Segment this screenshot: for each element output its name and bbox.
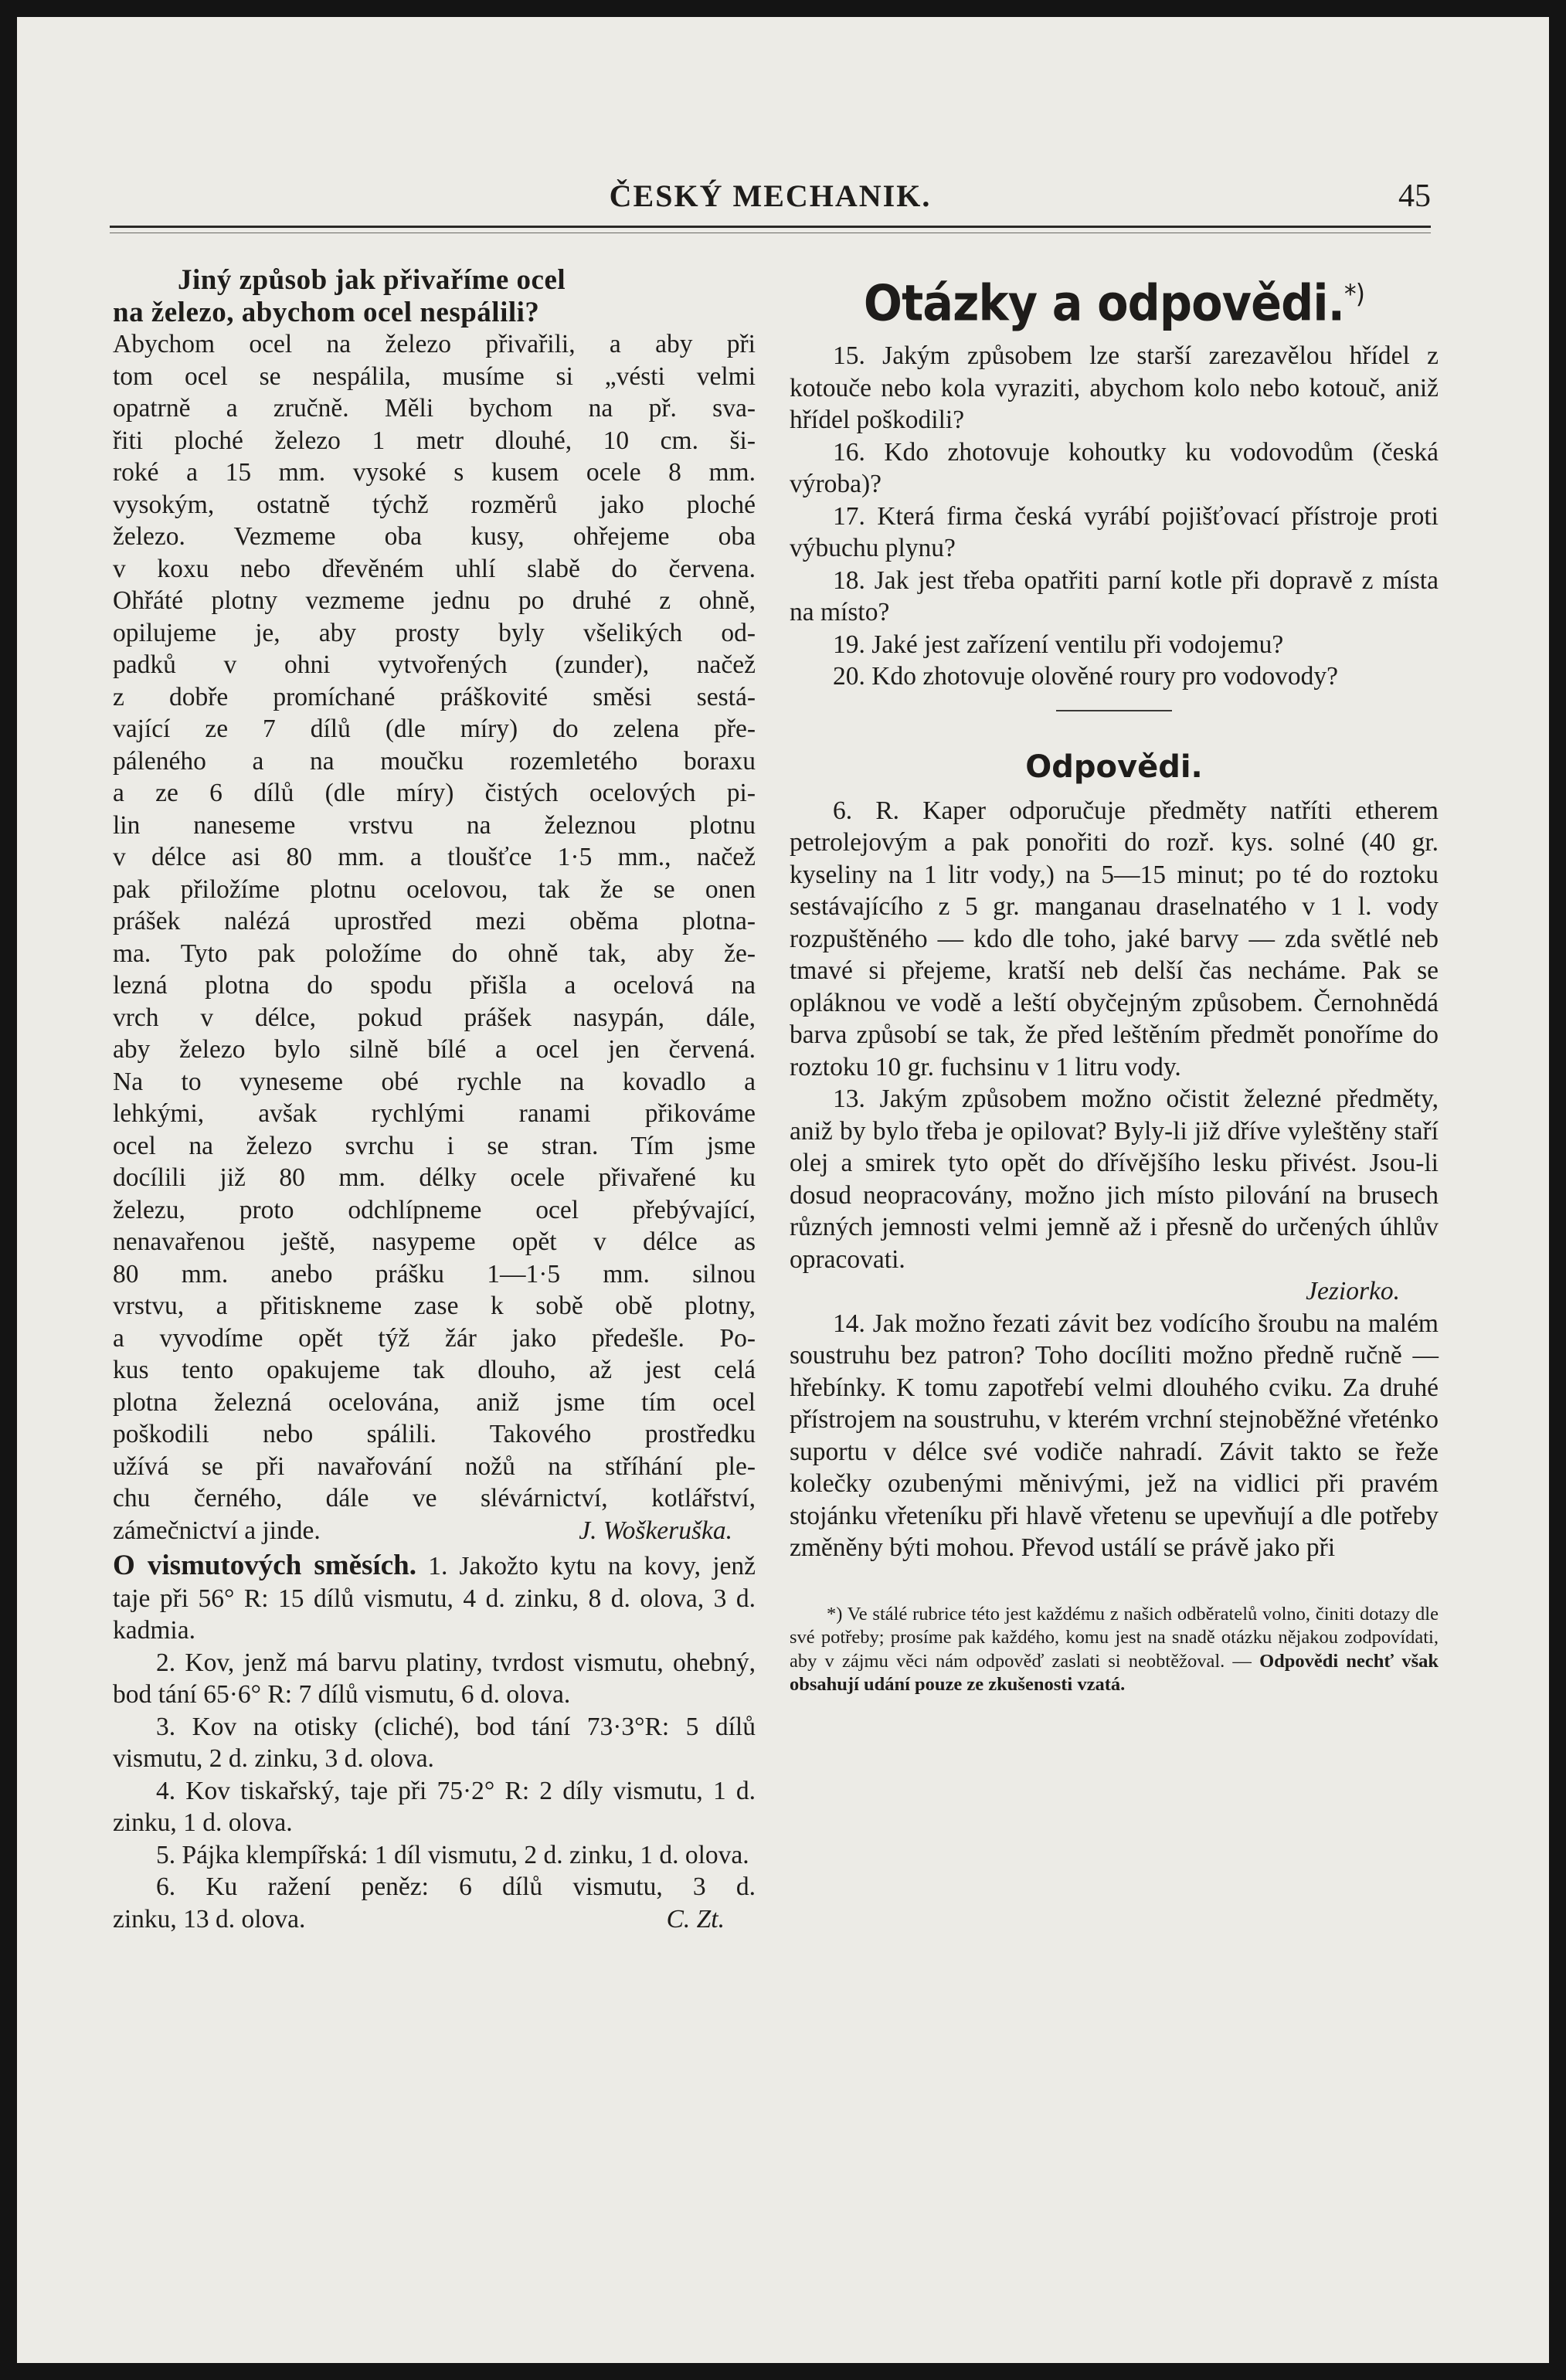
- article1-line: Ohřáté plotny vezmeme jednu po druhé z ohně,: [113, 586, 756, 615]
- running-head: [110, 178, 1431, 232]
- page-number: 45: [1398, 178, 1431, 214]
- article1-line: opilujeme je, aby prosty byly všelikých od-: [113, 618, 756, 647]
- article2-last-line: [113, 1903, 756, 1936]
- article2-paragraph: 5. Pájka klempířská: 1 díl vismutu, 2 d. zinku, 1 d. olova.: [156, 1840, 749, 1869]
- footnote-bold-text: Odpovědi nechť však obsahují udání pouze ze zkušenosti vzatá.: [790, 1650, 1439, 1696]
- article2-paragraph-1: 1. Jakožto kytu na kovy, jenž taje při 56° R: 15 dílů vismutu, 4 d. zinku, 8 d. olova, 3 d. kadmia.: [113, 1552, 756, 1645]
- section-divider: [1056, 710, 1172, 711]
- article1-line: chu černého, dále ve slévárnictví, kotlářství,: [113, 1484, 756, 1513]
- running-title: ČESKÝ MECHANIK.: [609, 178, 932, 213]
- article1-line: kus tento opakujeme tak dlouho, až jest celá: [113, 1356, 756, 1384]
- article1-last-line: [113, 1515, 756, 1547]
- article1-line: lehkými, avšak rychlými ranami přikováme: [113, 1099, 756, 1128]
- answer-item: 13. Jakým způsobem možno očistit železné předměty, aniž by bylo třeba je opilovat? Byly-li již dříve vyleštěny staří olej a smirek tyto opět do dřívějšího lesku přivést. Jsou-li dosud neopracovány, možno jich místo pilování na brusech různých jemnosti velmi jemně až i přesně do určených úhlův opracovati.: [790, 1085, 1439, 1274]
- article1-line: železu, proto odchlípneme ocel přebývající,: [113, 1195, 756, 1224]
- article2-last-text: zinku, 13 d. olova.: [113, 1904, 306, 1934]
- article1-line: užívá se při navařování nožů na stříhání ple-: [113, 1451, 756, 1481]
- article1-body: [113, 328, 756, 1515]
- article1-line: řiti ploché železo 1 metr dlouhé, 10 cm. ši-: [113, 426, 756, 455]
- qa-title-footnote-mark: *): [1344, 279, 1365, 310]
- left-column: [113, 264, 756, 1935]
- question-item: 20. Kdo zhotovuje olověné roury pro vodovody?: [833, 662, 1339, 691]
- article1-line: vrstvu, a přitiskneme zase k sobě obě plotny,: [113, 1292, 756, 1320]
- article2-first-paragraph: [113, 1550, 756, 1647]
- article2-title: O vismutových směsích.: [113, 1550, 416, 1581]
- article1-line: v délce asi 80 mm. a tloušťce 1·5 mm., načež: [113, 843, 756, 871]
- article1-title-line1: Jiný způsob jak přivaříme ocel: [178, 264, 566, 296]
- article1-line: železo. Vezmeme oba kusy, ohřejeme oba: [113, 522, 756, 551]
- qa-title-text: Otázky a odpovědi.: [863, 275, 1345, 333]
- question-item: 18. Jak jest třeba opatřiti parní kotle při dopravě z místa na místo?: [790, 565, 1439, 627]
- footnote-mark: *): [827, 1603, 843, 1625]
- article1-line: nenavařenou ještě, nasypeme opět v délce as: [113, 1227, 756, 1256]
- article1-line: lin naneseme vrstvu na železnou plotnu: [113, 810, 756, 840]
- article2-paragraph: 3. Kov na otisky (cliché), bod tání 73·3°R: 5 dílů vismutu, 2 d. zinku, 3 d. olova.: [113, 1712, 756, 1773]
- article1-line: padků v ohni vytvořených (zunder), načež: [113, 650, 756, 679]
- qa-title: [816, 264, 1413, 334]
- article1-line: opatrně a zručně. Měli bychom na př. sva-: [113, 394, 756, 423]
- article1-line: poškodili nebo spálili. Takového prostředku: [113, 1420, 756, 1448]
- page: [17, 17, 1549, 2363]
- article1-line: ma. Tyto pak položíme do ohně tak, aby že-: [113, 939, 756, 968]
- article1-line: Na to vyneseme obé rychle na kovadlo a: [113, 1067, 756, 1096]
- article1-line: plotna železná ocelována, aniž jsme tím ocel: [113, 1387, 756, 1417]
- article1-line: vající ze 7 dílů (dle míry) do zelena pře-: [113, 715, 756, 743]
- answer-item: 6. R. Kaper odporučuje předměty natříti etherem petrolejovým a pak ponořiti do rozř. kys. solné (40 gr. kyseliny na 1 litr vody,) na 5—15 minut; po té do roztoku sestávajícího z 5 gr. manganau draselnatého v 1 l. vody rozpuštěného — kdo dle toho, jaké barvy — zda světlé neb tmavé si přejeme, kratší neb delší čas necháme. Pak se opláknou ve vodě a leští obyčejným způsobem. Černohnědá barva způsobí se tak, že před leštěním předmět ponoříme do roztoku 10 gr. fuchsinu v 1 litru vody.: [790, 796, 1439, 1081]
- article2-paragraph: 2. Kov, jenž má barvu platiny, tvrdost vismutu, ohebný, bod tání 65·6° R: 7 dílů vismutu, 6 d. olova.: [113, 1648, 756, 1709]
- question-item: 17. Která firma česká vyrábí pojišťovací přístroje proti výbuchu plynu?: [790, 501, 1439, 563]
- article1-line: vrch v délce, pokud prášek nasypán, dále,: [113, 1003, 756, 1032]
- footnote: [790, 1603, 1439, 1697]
- article1-title-line2: na železo, abychom ocel nespálili?: [113, 296, 540, 328]
- question-item: 15. Jakým způsobem lze starší zarezavělou hřídel z kotouče nebo kola vyraziti, abychom kolo nebo kotouč, aniž hřídel poškodili?: [790, 341, 1439, 435]
- answer-item: 14. Jak možno řezati závit bez vodícího šroubu na malém soustruhu bez patron? Toho docíliti možno předně ručně — hřebínky. K tomu zapotřebí velmi dlouhého cviku. Za druhé přístrojem na soustruhu, v kterém vrchní stejnoběžné vřeténko suportu v délce své vodiče nahradí. Závit takto se řeže kolečky ozubenými měnivými, jež na vidlici při pravém stojánku vřeteníku při hlavě vřetenu se upevňují a dle potřeby změněny býti mohou. Převod ustálí se právě jako při: [790, 1309, 1439, 1563]
- article1-line: páleného a na moučku rozemletého boraxu: [113, 746, 756, 776]
- answers-list: [790, 795, 1439, 1564]
- article1-line: lezná plotna do spodu přišla a ocelová na: [113, 971, 756, 1000]
- answers-title: Odpovědi.: [1025, 749, 1203, 785]
- article1-line: a ze 6 dílů (dle míry) čistých ocelových pi-: [113, 779, 756, 807]
- footnote-text: Ve stálé rubrice této jest každému z našich odběratelů volno, činiti dotazy dle své potřeby; prosíme pak každého, komu jest na snadě otázku nějakou zodpovídati, aby v zájmu věci nám odpověď zaslati si neobtěžoval. —: [790, 1603, 1439, 1672]
- article2-last-paragraph-line1: 6. Ku ražení peněz: 6 dílů vismutu, 3 d.: [156, 1872, 756, 1901]
- article1-line: a vyvodíme opět týž žár jako předešle. Po-: [113, 1323, 756, 1353]
- article1-last-text: zámečnictví a jinde.: [113, 1516, 321, 1545]
- article1-line: pak přiložíme plotnu ocelovou, tak že se onen: [113, 874, 756, 904]
- article1-line: 80 mm. anebo prášku 1—1·5 mm. silnou: [113, 1259, 756, 1288]
- article1-line: roké a 15 mm. vysoké s kusem ocele 8 mm.: [113, 458, 756, 487]
- article1-line: Abychom ocel na železo přivařili, a aby při: [113, 330, 756, 358]
- right-column: [790, 264, 1439, 1697]
- article2-signature: C. Zt.: [666, 1904, 725, 1934]
- questions-list: [790, 340, 1439, 693]
- article1-line: z dobře promíchané práškovité směsi sestá-: [113, 682, 756, 711]
- question-item: 19. Jaké jest zařízení ventilu při vodojemu?: [833, 630, 1284, 659]
- article1-line: prášek nalézá uprostřed mezi oběma plotna-: [113, 907, 756, 935]
- article1-line: vysokým, ostatně týchž rozměrů jako ploché: [113, 490, 756, 519]
- article1-line: docílili již 80 mm. délky ocele přivařené ku: [113, 1163, 756, 1192]
- answer-signature: Jeziorko.: [1306, 1277, 1400, 1306]
- article1-signature: J. Woškeruška.: [579, 1516, 732, 1545]
- article1-line: v koxu nebo dřevěném uhlí slabě do červena.: [113, 554, 756, 583]
- article1-line: aby železo bylo silně bílé a ocel jen červená.: [113, 1035, 756, 1064]
- header-rule: [110, 226, 1431, 228]
- article1-line: tom ocel se nespálila, musíme si „vésti velmi: [113, 362, 756, 391]
- article2-paragraph: 4. Kov tiskařský, taje při 75·2° R: 2 díly vismutu, 1 d. zinku, 1 d. olova.: [113, 1776, 756, 1837]
- article1-line: ocel na železo svrchu i se stran. Tím jsme: [113, 1131, 756, 1160]
- question-item: 16. Kdo zhotovuje kohoutky ku vodovodům (česká výroba)?: [790, 437, 1439, 499]
